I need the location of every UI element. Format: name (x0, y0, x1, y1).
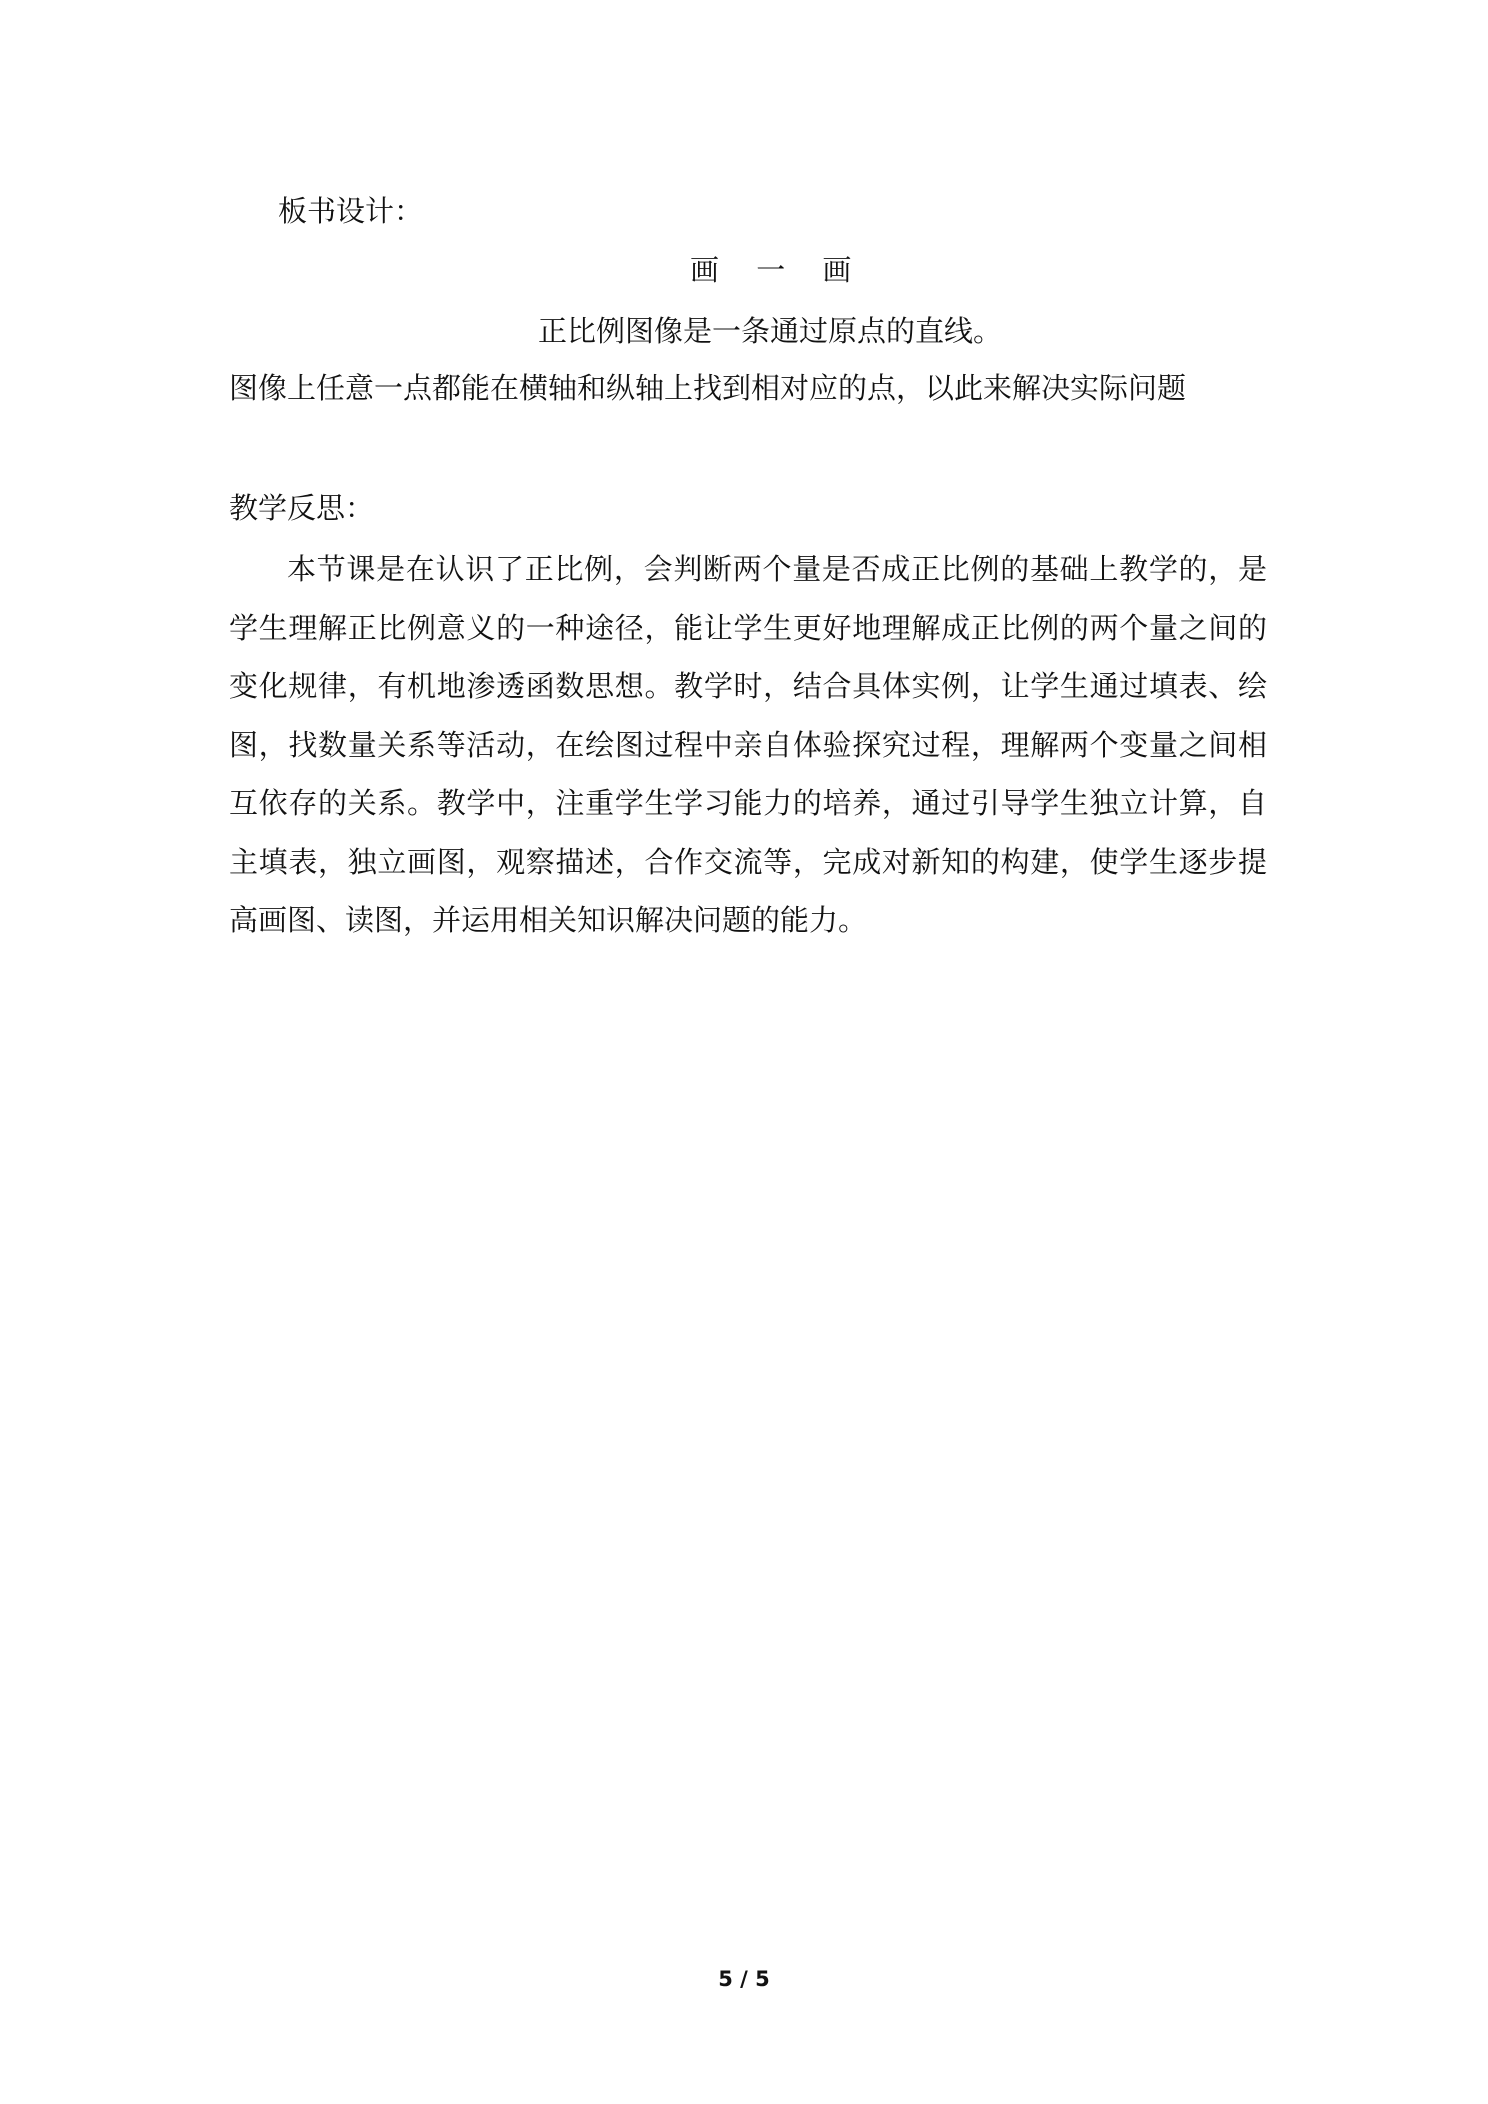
board-design-heading: 板书设计： (278, 194, 424, 228)
paragraph-line: 互依存的关系。教学中，注重学生学习能力的培养，通过引导学生独立计算，自 (229, 786, 1267, 820)
reflection-paragraph (229, 540, 1267, 950)
paragraph-line: 本节课是在认识了正比例，会判断两个量是否成正比例的基础上教学的，是 (287, 552, 1267, 586)
paragraph-line: 主填表，独立画图，观察描述，合作交流等，完成对新知的构建，使学生逐步提 (229, 844, 1267, 879)
board-design-line-1: 正比例图像是一条通过原点的直线。 (538, 314, 1003, 348)
paragraph-line: 高画图、读图，并运用相关知识解决问题的能力。 (229, 903, 868, 937)
page-number: 5 / 5 (718, 1967, 770, 1991)
paragraph-line: 图，找数量关系等活动，在绘图过程中亲自体验探究过程，理解两个变量之间相 (229, 727, 1267, 762)
reflection-heading: 教学反思： (229, 491, 375, 525)
board-design-line-2: 图像上任意一点都能在横轴和纵轴上找到相对应的点，以此来解决实际问题 (229, 371, 1187, 405)
board-design-title: 画 一 画 (690, 253, 866, 287)
paragraph-line: 学生理解正比例意义的一种途径，能让学生更好地理解成正比例的两个量之间的 (229, 610, 1267, 645)
paragraph-line: 变化规律，有机地渗透函数思想。教学时，结合具体实例，让学生通过填表、绘 (229, 669, 1267, 703)
